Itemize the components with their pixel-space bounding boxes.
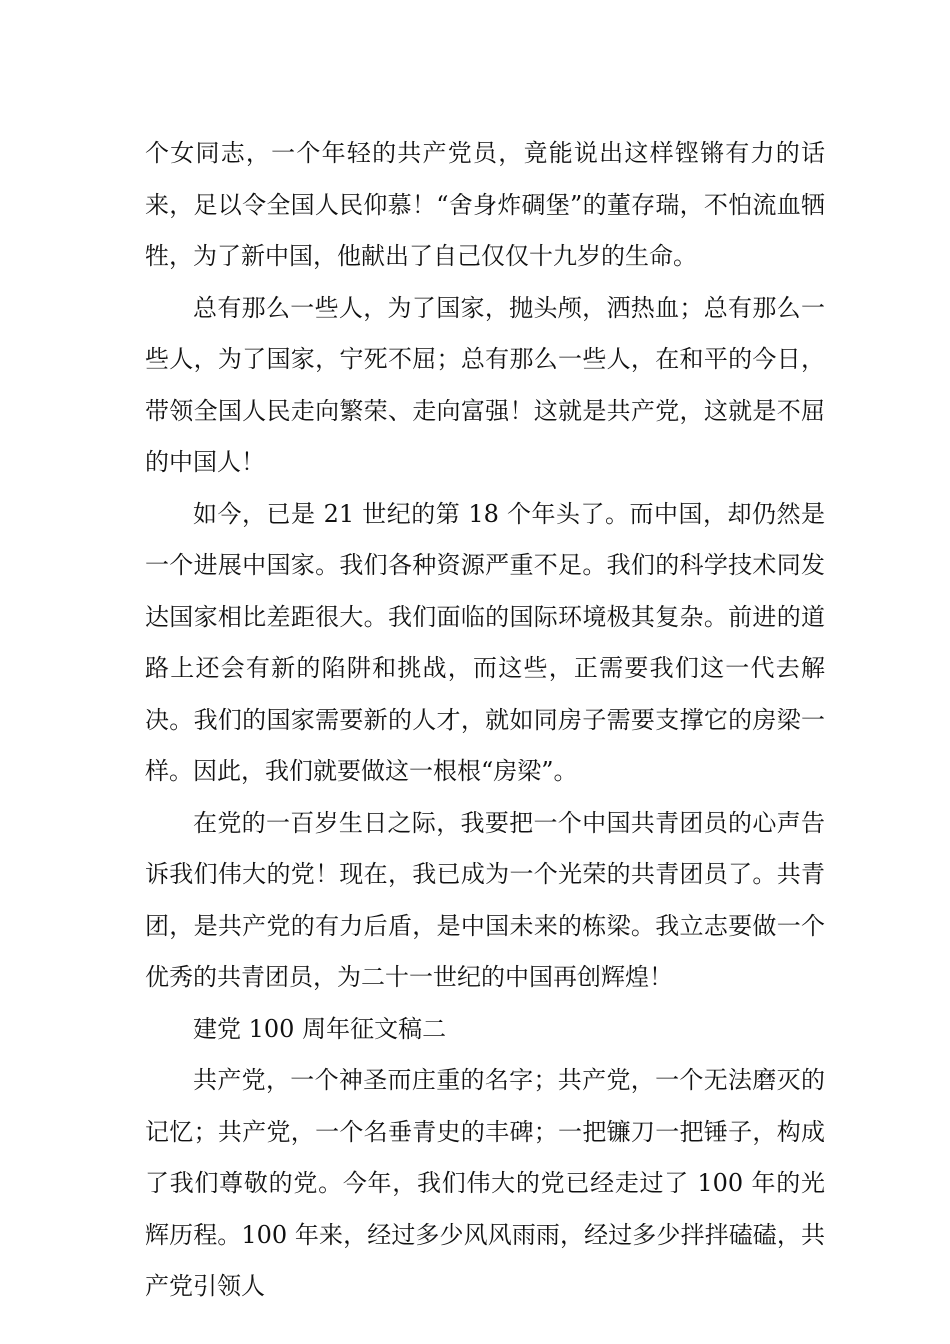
paragraph: 共产党，一个神圣而庄重的名字；共产党，一个无法磨灭的记忆；共产党，一个名垂青史的丰碑；一把镰刀一把锤子，构成了我们尊敬的党。今年，我们伟大的党已经走过了 100 年的光辉历程。100 年来，经过多少风风雨雨，经过多少拌拌磕磕，共产党引领人 [145, 1066, 825, 1300]
paragraph: 总有那么一些人，为了国家，抛头颅，洒热血；总有那么一些人，为了国家，宁死不屈；总有那么一些人，在和平的今日，带领全国人民走向繁荣、走向富强！这就是共产党，这就是不屈的中国人！ [145, 293, 825, 476]
document-body [145, 128, 825, 1313]
paragraph-continuation: 个女同志，一个年轻的共产党员，竟能说出这样铿锵有力的话来，足以令全国人民仰慕！“舍身炸碉堡”的董存瑞，不怕流血牺牲，为了新中国，他献出了自己仅仅十九岁的生命。 [145, 139, 825, 270]
section-heading: 建党 100 周年征文稿二 [193, 1014, 447, 1043]
paragraph: 如今，已是 21 世纪的第 18 个年头了。而中国，却仍然是一个进展中国家。我们各种资源严重不足。我们的科学技术同发达国家相比差距很大。我们面临的国际环境极其复杂。前进的道路上还会有新的陷阱和挑战，而这些，正需要我们这一代去解决。我们的国家需要新的人才，就如同房子需要支撑它的房梁一样。因此，我们就要做这一根根“房梁”。 [145, 499, 825, 785]
paragraph: 在党的一百岁生日之际，我要把一个中国共青团员的心声告诉我们伟大的党！现在，我已成为一个光荣的共青团员了。共青团，是共产党的有力后盾，是中国未来的栋梁。我立志要做一个优秀的共青团员，为二十一世纪的中国再创辉煌！ [145, 808, 825, 991]
